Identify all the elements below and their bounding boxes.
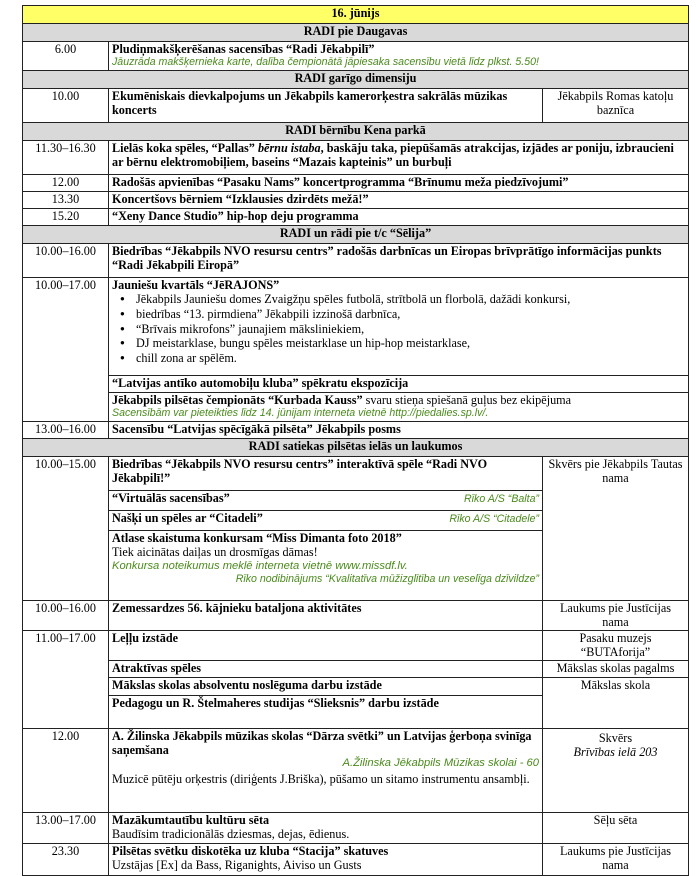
event-row <box>23 422 689 439</box>
event-location: Sēļu sēta <box>543 812 689 843</box>
event-note: Jāuzrāda makšķernieka karte, dalība čempionātā jāpiesaka sacensību vietā līdz plkst. 5.50! <box>112 56 539 69</box>
event-row <box>23 209 689 226</box>
program-table <box>22 5 689 876</box>
event-row <box>23 192 689 209</box>
event-location-cell <box>543 728 689 812</box>
event-row <box>23 278 689 376</box>
event-title: Radošās apvienības “Pasaku Nams” koncertprogramma “Brīnumu meža piedzīvojumi” <box>109 175 689 192</box>
list-item: ● biedrības “13. pirmdiena” Jēkabpili izzinošā darbnīca, <box>136 307 685 322</box>
event-title: “Virtuālās sacensības” <box>112 491 230 505</box>
event-time: 13.00–16.00 <box>23 422 109 439</box>
event-title: Mākslas skolas absolventu noslēguma darbu izstāde <box>109 677 543 695</box>
event-row <box>23 677 689 695</box>
event-row <box>23 843 689 875</box>
list-item: ● “Brīvais mikrofons” jaunajiem māksliniekiem, <box>136 322 685 337</box>
event-title: Zemessardzes 56. kājnieku bataljona aktivitātes <box>109 601 543 631</box>
event-time: 10.00–15.00 <box>23 457 109 601</box>
event-cell <box>109 42 689 71</box>
event-title <box>109 141 689 175</box>
event-time: 12.00 <box>23 728 109 812</box>
section-title-garigo: RADI garīgo dimensiju <box>23 71 689 89</box>
event-location: Laukums pie Justīcijas nama <box>543 843 689 875</box>
event-title: Koncertšovs bērniem “Izklausies dzirdēts mežā!” <box>109 192 689 209</box>
event-row <box>23 42 689 71</box>
bullet-list <box>112 292 685 365</box>
event-cell <box>109 812 543 843</box>
event-location-address: Brīvības ielā 203 <box>573 745 658 760</box>
event-row <box>23 175 689 192</box>
event-cell <box>109 843 543 875</box>
event-row <box>23 244 689 278</box>
event-time: 10.00–17.00 <box>23 278 109 422</box>
event-row <box>23 728 689 812</box>
event-organizer: Rīko A/S “Citadele” <box>449 513 539 525</box>
event-title: Biedrības “Jēkabpils NVO resursu centrs” interaktīvā spēle “Radi NVO Jēkabpilī!” <box>109 457 543 491</box>
event-location: Laukums pie Justīcijas nama <box>543 601 689 631</box>
event-row <box>23 601 689 631</box>
event-title: Pedagogu un R. Štelmaheres studijas “Slieksnis” darbu izstāde <box>109 695 543 728</box>
event-time: 10.00–16.00 <box>23 244 109 278</box>
event-title-part: , baskāju taka, piepūšamās atrakcijas, izjādes ar poniju, izbraucieni ar bērnu elektromobiļiem, baseins “Mazais kapteinis” un burbuļi <box>112 141 674 170</box>
event-row <box>23 812 689 843</box>
event-note: Konkursa noteikumus meklē interneta vietnē www.missdf.lv. <box>112 559 408 572</box>
event-title: Biedrības “Jēkabpils NVO resursu centrs” radošās darbnīcas un Eiropas brīvprātīgo informācijas punkts “Radi Jēkabpili Eiropā” <box>109 244 689 278</box>
event-title-part: Lielās koka spēles, “Pallas” <box>112 141 258 155</box>
event-time: 6.00 <box>23 42 109 71</box>
day-header: 16. jūnijs <box>23 6 689 24</box>
event-time: 13.30 <box>23 192 109 209</box>
event-time: 10.00 <box>23 89 109 123</box>
event-time: 15.20 <box>23 209 109 226</box>
event-title: Našķi un spēles ar “Citadeli” <box>112 511 263 525</box>
event-text: Tiek aicinātas daiļas un drosmīgas dāmas! <box>112 545 318 560</box>
event-row <box>23 660 689 677</box>
event-row <box>23 630 689 660</box>
event-location: Skvērs pie Jēkabpils Tautas nama <box>543 457 689 601</box>
event-title: “Latvijas antīko automobiļu kluba” spēkratu ekspozīcija <box>109 376 689 393</box>
section-title-kena: RADI bērnību Kena parkā <box>23 123 689 141</box>
event-title-rest: svaru stieņa spiešanā guļus bez ekipējuma <box>362 393 572 407</box>
event-title-part-italic: bērnu istaba <box>257 141 321 155</box>
event-cell <box>109 728 543 812</box>
event-text: Uzstājas [Ex] da Bass, Riganights, Aiviso un Gusts <box>112 858 362 873</box>
event-title: Pilsētas svētku diskotēka uz kluba “Stacija” skatuves <box>112 843 389 858</box>
event-row <box>23 457 689 491</box>
event-row <box>23 393 689 422</box>
event-location: Skvērs <box>598 730 633 745</box>
event-time: 11.00–17.00 <box>23 630 109 728</box>
event-note: Sacensībām var pieteikties līdz 14. jūnijam interneta vietnē http://piedalies.sp.lv/. <box>112 407 489 420</box>
section-title-daugava: RADI pie Daugavas <box>23 24 689 42</box>
section-title-ielas: RADI satiekas pilsētas ielās un laukumos <box>23 439 689 457</box>
event-title: A. Žilinska Jēkabpils mūzikas skolas “Dārza svētki” un Latvijas ģerboņa svinīga saņemšana <box>112 728 532 758</box>
event-cell <box>109 278 689 376</box>
list-item: ● Jēkabpils Jauniešu domes Zvaigžņu spēles futbolā, strītbolā un florbolā, dažādi konkursi, <box>136 292 685 307</box>
event-title: Mazākumtautību kultūru sēta <box>112 812 270 827</box>
list-item: ● DJ meistarklase, bungu spēles meistarklase un hip-hop meistarklase, <box>136 336 685 351</box>
event-location: Mākslas skola <box>543 677 689 728</box>
event-title: Sacensību “Latvijas spēcīgākā pilsēta” Jēkabpils posms <box>109 422 689 439</box>
event-row <box>23 376 689 393</box>
event-title: Jēkabpils pilsētas čempionāts “Kurbada Kauss” <box>112 393 363 407</box>
event-location: Jēkabpils Romas katoļu baznīca <box>543 89 689 123</box>
event-row <box>23 89 689 123</box>
event-title: Jauniešu kvartāls “JēRAJONS” <box>112 278 280 292</box>
event-organizer: Rīko A/S “Balta” <box>464 493 539 505</box>
section-title-selija: RADI un rādi pie t/c “Sēlija” <box>23 226 689 244</box>
event-title: Atlase skaistuma konkursam “Miss Dimanta foto 2018” <box>112 531 402 545</box>
event-title: Ekumēniskais dievkalpojums un Jēkabpils kamerorķestra sakrālās mūzikas koncerts <box>109 89 543 123</box>
event-location: Pasaku muzejs “BUTAforija” <box>543 630 689 660</box>
event-title: “Xeny Dance Studio” hip-hop deju programma <box>109 209 689 226</box>
list-item: ● chill zona ar spēlēm. <box>136 351 685 366</box>
event-cell <box>109 531 543 601</box>
event-location: Mākslas skolas pagalms <box>543 660 689 677</box>
event-title: Atraktīvas spēles <box>109 660 543 677</box>
event-time: 10.00–16.00 <box>23 601 109 631</box>
event-organizer: Rīko nodibinājums “Kvalitatīva mūžizglītība un veselīga dzīvildze” <box>235 572 539 585</box>
event-time: 11.30–16.30 <box>23 141 109 175</box>
event-title: Pludiņmakšķerēšanas sacensības “Radi Jēkabpilī” <box>112 42 375 56</box>
event-time: 12.00 <box>23 175 109 192</box>
event-text: Muzicē pūtēju orķestris (diriģents J.Briška), pūšamo un sitamo instrumentu ansambļi. <box>112 772 530 787</box>
event-time: 13.00–17.00 <box>23 812 109 843</box>
event-row <box>23 141 689 175</box>
event-cell <box>109 511 543 531</box>
event-cell <box>109 393 689 422</box>
event-title: Leļļu izstāde <box>109 630 543 660</box>
event-note: A.Žilinska Jēkabpils Mūzikas skolai - 60 <box>342 757 539 770</box>
event-time: 23.30 <box>23 843 109 875</box>
event-cell <box>109 491 543 511</box>
event-text: Baudīsim tradicionālās dziesmas, dejas, ēdienus. <box>112 827 350 842</box>
